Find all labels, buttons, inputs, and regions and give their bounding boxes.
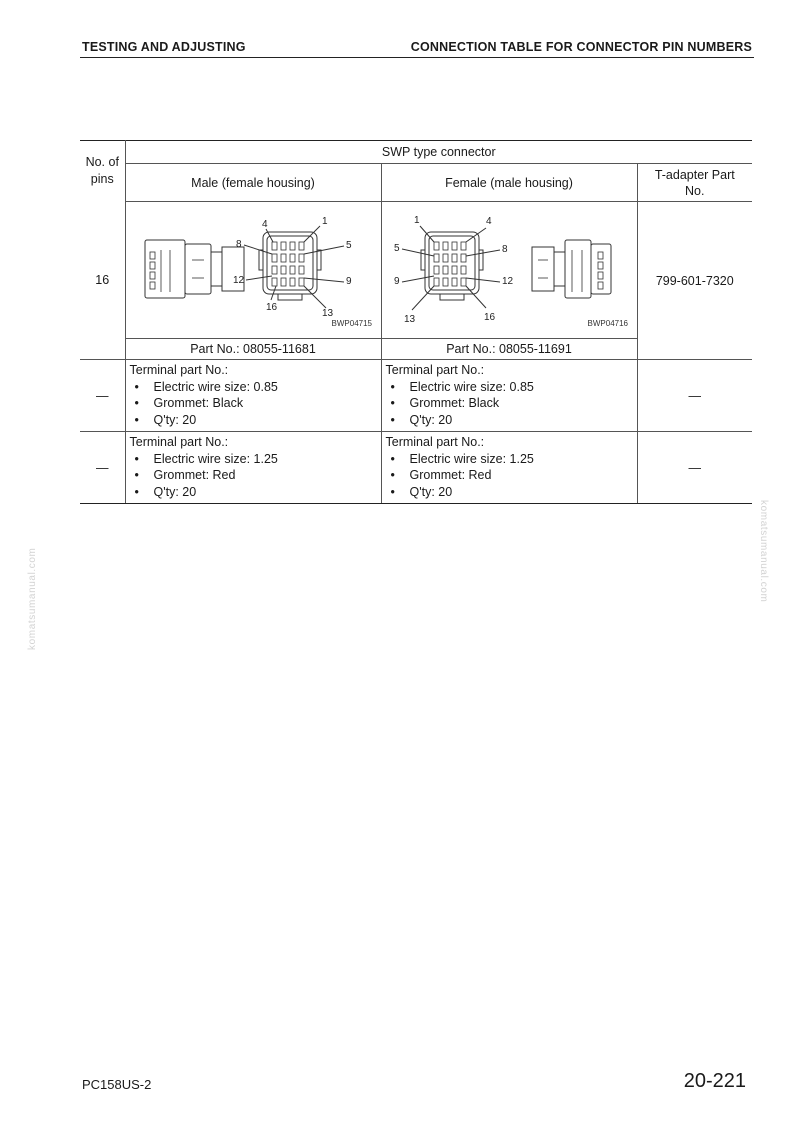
adapter-header-label: T-adapter Part No. (654, 167, 735, 198)
list-item: • Grommet: Red (386, 467, 637, 484)
female-pin-label: 9 (393, 276, 400, 287)
terminal-row-1-adapter: — (637, 360, 752, 432)
male-pin-label: 16 (265, 302, 277, 313)
male-pin-label: 13 (321, 308, 333, 319)
female-pin-label: 16 (483, 312, 495, 323)
list-item: • Q'ty: 20 (386, 484, 637, 501)
list-item: • Q'ty: 20 (130, 412, 381, 429)
female-pin-label: 12 (501, 276, 513, 287)
terminal-title: Terminal part No.: (129, 435, 229, 449)
female-column-header: Female (male housing) (381, 164, 637, 202)
terminal-row-2-pins: — (80, 432, 125, 504)
male-pin-label: 1 (321, 216, 328, 227)
terminal-row-1-pins: — (80, 360, 125, 432)
terminal-row-1 (80, 360, 752, 432)
male-column-header: Male (female housing) (125, 164, 381, 202)
female-pin-label: 8 (501, 244, 508, 255)
list-item: • Grommet: Black (386, 395, 637, 412)
terminal-row-2 (80, 432, 752, 504)
male-pin-label: 12 (232, 275, 244, 286)
male-drawing-cell (125, 202, 381, 339)
female-figure-code: BWP04716 (587, 319, 628, 328)
female-connector-drawing (382, 202, 638, 335)
list-item: • Electric wire size: 1.25 (386, 451, 637, 468)
header-section-title: TESTING AND ADJUSTING (82, 40, 246, 54)
watermark-left: komatsumanual.com (27, 547, 38, 650)
list-item: • Grommet: Black (130, 395, 381, 412)
female-pin-label: 5 (393, 243, 400, 254)
male-pin-label: 5 (345, 240, 352, 251)
list-item: • Grommet: Red (130, 467, 381, 484)
terminal-title: Terminal part No.: (385, 363, 485, 377)
pins-column-header (80, 141, 125, 202)
terminal-spec-list (386, 451, 637, 501)
male-pin-label: 4 (261, 219, 268, 230)
adapter-part-number: 799-601-7320 (637, 202, 752, 360)
list-item: • Electric wire size: 0.85 (386, 379, 637, 396)
terminal-spec-list (386, 379, 637, 429)
swp-group-header: SWP type connector (125, 141, 752, 164)
terminal-title: Terminal part No.: (385, 435, 485, 449)
list-item: • Electric wire size: 1.25 (130, 451, 381, 468)
male-terminal-cell (125, 360, 381, 432)
pins-count: 16 (80, 202, 125, 360)
connector-table (80, 140, 752, 504)
terminal-spec-list (130, 451, 381, 501)
list-item: • Q'ty: 20 (130, 484, 381, 501)
footer-page-number: 20-221 (683, 1070, 746, 1092)
header-rule (80, 57, 754, 58)
pins-header-label: No. of pins (85, 155, 119, 187)
list-item: • Q'ty: 20 (386, 412, 637, 429)
female-part-number: Part No.: 08055-11691 (381, 339, 637, 360)
footer-model: PC158US-2 (82, 1077, 152, 1092)
list-item: • Electric wire size: 0.85 (130, 379, 381, 396)
terminal-spec-list (130, 379, 381, 429)
female-pin-label: 4 (485, 216, 492, 227)
male-connector-drawing (126, 202, 382, 335)
male-terminal-cell (125, 432, 381, 504)
terminal-title: Terminal part No.: (129, 363, 229, 377)
male-figure-code: BWP04715 (331, 319, 372, 328)
male-part-number: Part No.: 08055-11681 (125, 339, 381, 360)
female-drawing-cell (381, 202, 637, 339)
female-terminal-cell (381, 360, 637, 432)
terminal-row-2-adapter: — (637, 432, 752, 504)
header-page-title: CONNECTION TABLE FOR CONNECTOR PIN NUMBERS (410, 40, 752, 54)
male-pin-label: 9 (345, 276, 352, 287)
watermark-right: komatsumanual.com (758, 500, 769, 603)
female-pin-label: 1 (413, 215, 420, 226)
female-terminal-cell (381, 432, 637, 504)
adapter-column-header (637, 164, 752, 202)
female-pin-label: 13 (403, 314, 415, 325)
male-pin-label: 8 (235, 239, 242, 250)
